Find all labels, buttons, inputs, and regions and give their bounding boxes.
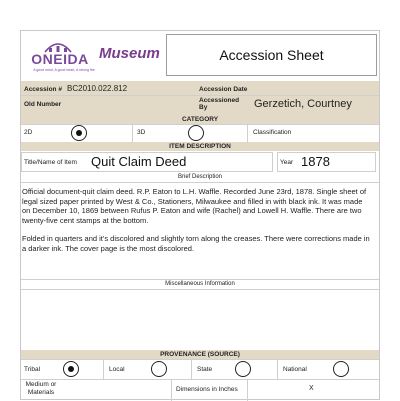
- divider: [21, 289, 379, 290]
- tribal-radio[interactable]: [63, 361, 79, 377]
- divider: [132, 124, 133, 142]
- misc-information-field[interactable]: [22, 291, 372, 349]
- item-description-header: ITEM DESCRIPTION: [21, 142, 379, 151]
- brief-description-field[interactable]: [22, 187, 372, 263]
- title-label: Title/Name of Item: [24, 159, 77, 166]
- divider: [277, 359, 278, 379]
- dimensions-label: Dimensions in Inches: [176, 386, 238, 393]
- divider: [21, 279, 379, 280]
- radio-selected-dot: [76, 130, 82, 136]
- divider: [21, 379, 379, 380]
- year-label: Year: [280, 159, 294, 166]
- museum-label: Museum: [99, 45, 160, 62]
- divider: [247, 124, 248, 142]
- accessioned-by-label: Accessioned By: [199, 97, 240, 111]
- category-3d-label: 3D: [137, 129, 146, 136]
- divider: [21, 182, 379, 183]
- old-number-field[interactable]: [67, 99, 187, 109]
- brief-description-paragraph: Official document-quit claim deed. R.P. Eaton to L.H. Waffle. Recorded June 23rd, 1878. Single sheet of legal sized paper printed by West & Co., Stationers, Milwaukee and filled in with black ink. It was made on December 10, 1869 between Rufus P. Eaton and wife (Rachel) and Lowell H. Waffle. There are two twenty-five cent stamps at the bottom.: [22, 187, 367, 225]
- oneida-logo: [21, 31, 111, 81]
- state-label: State: [197, 366, 213, 373]
- divider: [103, 359, 104, 379]
- old-number-label: Old Number: [24, 101, 62, 108]
- logo-name: ONEIDA: [31, 51, 89, 67]
- classification-field[interactable]: [301, 127, 373, 139]
- dimension-width-field[interactable]: [249, 381, 307, 399]
- state-radio[interactable]: [235, 361, 251, 377]
- category-header: CATEGORY: [21, 115, 379, 124]
- divider: [171, 379, 172, 401]
- provenance-header: PROVENANCE (SOURCE): [21, 350, 379, 359]
- divider: [247, 379, 248, 401]
- year-field[interactable]: 1878: [301, 154, 330, 169]
- local-radio[interactable]: [151, 361, 167, 377]
- national-radio[interactable]: [333, 361, 349, 377]
- tribal-label: Tribal: [24, 366, 41, 373]
- category-2d-radio[interactable]: [71, 125, 87, 141]
- dimensions-separator: X: [309, 385, 314, 392]
- page-title: Accession Sheet: [166, 34, 377, 76]
- national-label: National: [283, 366, 307, 373]
- brief-description-label: Brief Description: [177, 174, 222, 180]
- logo-tagline: A good mind, A good heart, A strong fire: [33, 68, 95, 72]
- divider: [191, 359, 192, 379]
- accession-number-label: Accession #: [24, 86, 62, 93]
- accession-sheet-form: [20, 30, 380, 400]
- misc-information-label: Miscellaneous Information: [165, 281, 235, 287]
- divider: [21, 359, 379, 360]
- accessioned-by-field[interactable]: Gerzetich, Courtney: [254, 98, 352, 110]
- radio-selected-dot: [68, 366, 74, 372]
- accession-date-label: Accession Date: [199, 86, 248, 93]
- brief-description-paragraph: Folded in quarters and it's discolored and slightly torn along the creases. There were corrections made in a darker ink. The cover page is the most discolored.: [22, 234, 370, 253]
- category-2d-label: 2D: [24, 129, 33, 136]
- accession-number-field[interactable]: BC2010.022.812: [67, 84, 128, 93]
- dimension-height-field[interactable]: [317, 381, 375, 399]
- local-label: Local: [109, 366, 125, 373]
- classification-label: Classification: [253, 129, 292, 136]
- accession-date-field[interactable]: [253, 84, 373, 94]
- title-field[interactable]: Quit Claim Deed: [91, 154, 187, 169]
- materials-label: Medium or Materials: [25, 381, 57, 396]
- divider: [21, 95, 379, 96]
- category-3d-radio[interactable]: [188, 125, 204, 141]
- materials-field[interactable]: [63, 381, 171, 399]
